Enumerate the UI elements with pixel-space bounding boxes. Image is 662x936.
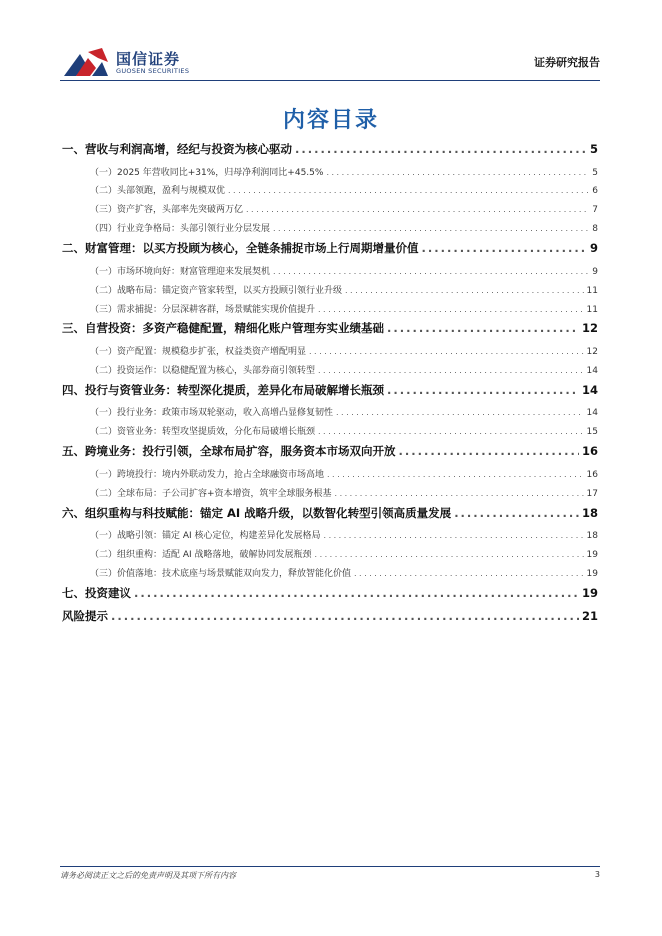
toc-subsection-entry[interactable] <box>62 547 598 566</box>
toc-entry-label: （三）需求捕捉：分层深耕客群，场景赋能实现价值提升 <box>90 304 316 315</box>
toc-entry-label: 二、财富管理：以买方投顾为核心，全链条捕捉市场上行周期增量价值 <box>62 241 419 256</box>
toc-entry-label: 七、投资建议 <box>62 585 131 600</box>
toc-subsection-entry[interactable] <box>62 486 598 505</box>
toc-section-entry[interactable] <box>62 608 598 632</box>
toc-entry-label: 四、投行与资管业务：转型深化提质，差异化布局破解增长瓶颈 <box>62 382 384 397</box>
company-name-en: GUOSEN SECURITIES <box>116 67 190 75</box>
toc-entry-page: 14 <box>581 382 598 397</box>
toc-entry-label: 风险提示 <box>62 609 108 624</box>
toc-dot-leader <box>318 305 584 314</box>
toc-section-entry[interactable] <box>62 443 598 467</box>
toc-dot-leader <box>295 142 587 156</box>
toc-entry-page: 9 <box>589 241 598 256</box>
toc-subsection-entry[interactable] <box>62 528 598 547</box>
table-of-contents <box>62 141 598 632</box>
toc-dot-leader <box>324 531 584 540</box>
toc-dot-leader <box>387 383 579 397</box>
toc-subsection-entry[interactable] <box>62 566 598 585</box>
footer-divider <box>60 866 600 867</box>
toc-entry-label: （四）行业竞争格局：头部引领行业分层发展 <box>90 224 271 235</box>
toc-subsection-entry[interactable] <box>62 202 598 221</box>
toc-entry-page: 5 <box>592 167 598 178</box>
toc-entry-label: 六、组织重构与科技赋能：锚定 AI 战略升级，以数智化转型引领高质量发展 <box>62 505 452 520</box>
toc-entry-page: 7 <box>592 205 598 216</box>
toc-dot-leader <box>318 366 584 375</box>
toc-dot-leader <box>422 241 587 255</box>
toc-dot-leader <box>134 586 579 600</box>
toc-subsection-entry[interactable] <box>62 363 598 382</box>
toc-entry-page: 8 <box>592 224 598 235</box>
toc-entry-page: 18 <box>581 505 598 520</box>
toc-section-entry[interactable] <box>62 141 598 165</box>
toc-subsection-entry[interactable] <box>62 344 598 363</box>
toc-entry-label: （三）价值落地：技术底座与场景赋能双向发力，释放智能化价值 <box>90 568 352 579</box>
toc-entry-page: 9 <box>592 266 598 277</box>
toc-entry-page: 21 <box>581 609 598 624</box>
toc-entry-page: 15 <box>586 427 598 438</box>
toc-dot-leader <box>327 470 584 479</box>
toc-dot-leader <box>246 205 589 214</box>
toc-entry-page: 14 <box>586 408 598 419</box>
toc-dot-leader <box>454 506 579 520</box>
toc-entry-page: 11 <box>586 304 598 315</box>
toc-section-entry[interactable] <box>62 505 598 529</box>
toc-subsection-entry[interactable] <box>62 165 598 184</box>
toc-entry-label: （二）投资运作：以稳健配置为核心，头部券商引领转型 <box>90 365 316 376</box>
toc-section-entry[interactable] <box>62 320 598 344</box>
toc-entry-label: （二）全球布局：子公司扩容+资本增资，筑牢全球服务根基 <box>90 488 332 499</box>
toc-section-entry[interactable] <box>62 382 598 406</box>
toc-entry-label: （一）战略引领：锚定 AI 核心定位，构建差异化发展格局 <box>90 531 321 542</box>
toc-subsection-entry[interactable] <box>62 467 598 486</box>
company-name-cn: 国信证券 <box>116 50 181 68</box>
toc-dot-leader <box>336 408 584 417</box>
toc-dot-leader <box>273 267 589 276</box>
page-header <box>60 44 600 84</box>
toc-entry-page: 19 <box>586 550 598 561</box>
toc-dot-leader <box>399 444 579 458</box>
toc-entry-label: （二）组织重构：适配 AI 战略落地，破解协同发展瓶颈 <box>90 550 312 561</box>
toc-entry-label: （二）战略布局：锚定资产管家转型，以买方投顾引领行业升级 <box>90 285 343 296</box>
toc-entry-label: （二）资管业务：转型攻坚提质效，分化布局破增长瓶颈 <box>90 427 316 438</box>
toc-dot-leader <box>326 168 589 177</box>
toc-entry-label: 五、跨境业务：投行引领，全球布局扩容，服务资本市场双向开放 <box>62 444 396 459</box>
toc-entry-label: （二）头部领跑，盈利与规模双优 <box>90 186 226 197</box>
toc-entry-label: （一）资产配置：规模稳步扩张，权益类资产增配明显 <box>90 347 307 358</box>
toc-dot-leader <box>354 569 584 578</box>
toc-subsection-entry[interactable] <box>62 183 598 202</box>
toc-subsection-entry[interactable] <box>62 405 598 424</box>
footer-disclaimer: 请务必阅读正文之后的免责声明及其项下所有内容 <box>60 871 236 880</box>
toc-subsection-entry[interactable] <box>62 283 598 302</box>
toc-entry-label: 三、自营投资：多资产稳健配置，精细化账户管理夯实业绩基础 <box>62 321 384 336</box>
header-divider <box>60 80 600 81</box>
toc-dot-leader <box>345 286 584 295</box>
toc-section-entry[interactable] <box>62 240 598 264</box>
toc-entry-label: 一、营收与利润高增，经纪与投资为核心驱动 <box>62 142 292 156</box>
toc-dot-leader <box>309 347 584 356</box>
guosen-logo-mark-icon <box>62 46 110 78</box>
guosen-logo <box>62 44 222 80</box>
toc-entry-label: （三）资产扩容，头部率先突破两万亿 <box>90 205 244 216</box>
toc-entry-page: 18 <box>586 531 598 542</box>
toc-entry-page: 19 <box>581 585 598 600</box>
page-number: 3 <box>594 870 600 879</box>
toc-entry-page: 14 <box>586 365 598 376</box>
toc-entry-label: （一）市场环境向好：财富管理迎来发展契机 <box>90 266 271 277</box>
toc-subsection-entry[interactable] <box>62 302 598 321</box>
toc-entry-page: 6 <box>592 186 598 197</box>
toc-entry-page: 19 <box>586 568 598 579</box>
toc-dot-leader <box>228 186 589 195</box>
toc-entry-page: 17 <box>586 488 598 499</box>
toc-dot-leader <box>111 609 579 623</box>
toc-subsection-entry[interactable] <box>62 264 598 283</box>
toc-section-entry[interactable] <box>62 585 598 609</box>
toc-entry-page: 11 <box>586 285 598 296</box>
toc-title: 内容目录 <box>282 108 379 133</box>
toc-dot-leader <box>318 427 584 436</box>
toc-subsection-entry[interactable] <box>62 221 598 240</box>
toc-dot-leader <box>273 224 589 233</box>
toc-entry-label: （一）2025 年营收同比+31%，归母净利润同比+45.5% <box>90 167 324 178</box>
toc-entry-label: （一）投行业务：政策市场双轮驱动，收入高增凸显修复韧性 <box>90 408 334 419</box>
toc-dot-leader <box>315 550 584 559</box>
toc-entry-label: （一）跨境投行：境内外联动发力，抢占全球融资市场高地 <box>90 469 325 480</box>
toc-dot-leader <box>387 321 579 335</box>
toc-entry-page: 12 <box>581 321 598 336</box>
toc-entry-page: 16 <box>586 469 598 480</box>
toc-dot-leader <box>335 489 584 498</box>
toc-entry-page: 12 <box>586 347 598 358</box>
report-type-label: 证券研究报告 <box>534 56 600 69</box>
toc-entry-page: 16 <box>581 444 598 459</box>
toc-subsection-entry[interactable] <box>62 424 598 443</box>
toc-entry-page: 5 <box>589 142 598 156</box>
